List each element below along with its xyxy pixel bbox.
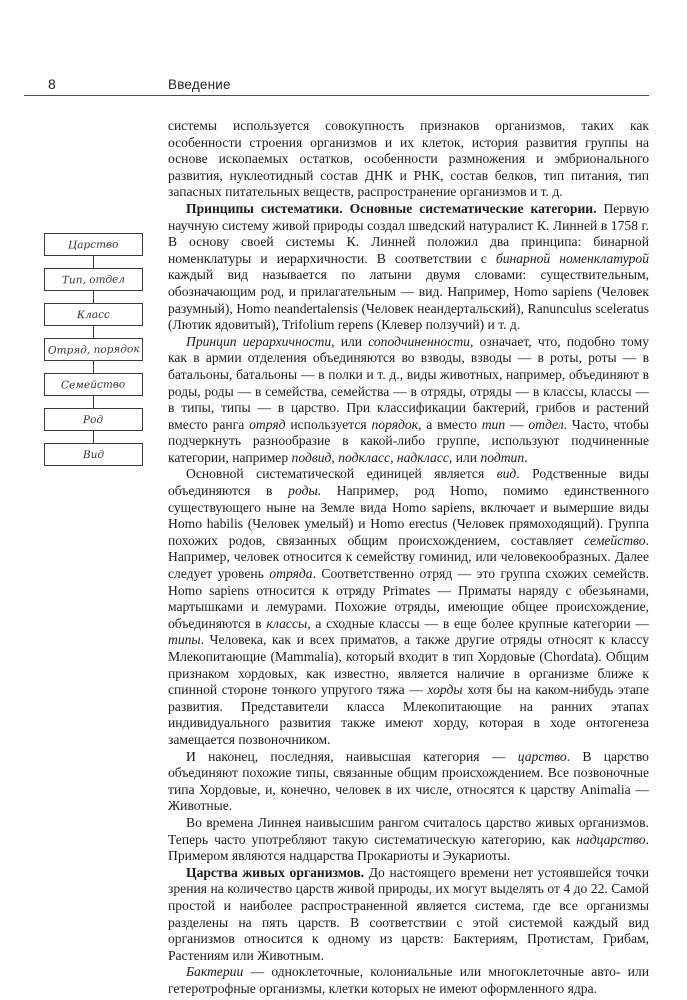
- taxon-rank-box: [44, 373, 143, 396]
- italic-run: отряда: [269, 566, 313, 582]
- italic-run: вид: [496, 466, 517, 482]
- text-run: используется: [285, 416, 372, 432]
- italic-run: подвид, подкласс, надкласс,: [291, 449, 453, 465]
- paragraph: [168, 815, 649, 865]
- italic-run: бинарной номенклатурой: [495, 250, 649, 266]
- text-run: . Например, человек относится к семейству гоминид, или человекообразных. Далее следует уровень: [168, 532, 649, 582]
- italic-run: отдел: [528, 416, 564, 432]
- bold-run: Царства живых организмов.: [186, 864, 369, 880]
- connector-line: [93, 361, 94, 373]
- taxon-rank-box: [44, 303, 143, 326]
- text-run: . Человека, как и всех приматов, а также другие отряды относят к классу Млекопитающие (Mammalia), который входит в тип Хордовые (Chordata). Общим признаком хордовых, как известно, является наличие в организме ближе к спинной стороне тонкого упругого тяжа —: [168, 632, 649, 698]
- text-run: , или: [331, 333, 369, 349]
- italic-run: Принцип иерархичности: [186, 333, 332, 349]
- header-rule: [24, 95, 649, 96]
- text-run: — одноклеточные, колониальные или многоклеточные авто- или гетеротрофные организмы, клетки которых не имеют оформленного ядра.: [168, 964, 649, 996]
- taxon-rank-box: [44, 233, 143, 256]
- italic-run: типы: [168, 632, 201, 648]
- text-run: Во времена Линнея наивысшим рангом считалось царство живых организмов. Теперь часто употребляют такую систематическую категорию, как: [168, 814, 649, 847]
- taxon-rank-label: Класс: [76, 308, 111, 321]
- connector-line: [93, 431, 94, 443]
- text-run: . Родственные виды объединяются в: [168, 466, 649, 499]
- connector-line: [93, 396, 94, 408]
- text-run: системы используется совокупность признаков организмов, таких как особенности строения организмов и их клеток, история развития группы на основе ископаемых остатков, особенности размножения и эмбрионального развития, нуклеотидный состав ДНК и РНК, состав белков, тип питания, тип запасных питательных веществ, распространение организмов и т. д.: [168, 118, 649, 200]
- page-number: 8: [48, 76, 56, 92]
- taxon-rank-label: Тип, отдел: [61, 272, 126, 287]
- taxon-rank-label: Отряд, порядок: [47, 342, 140, 357]
- text-run: каждый вид называется по латыни двумя словами: существительным, обозначающим род, и прилагательным — вид. Например, Homo sapiens (Человек разумный), Homo neandertalensis (Человек неандертальский), Ranunculus sceleratus (Лютик ядовитый), Trifolium repens (Клевер ползучий) и т. д.: [168, 267, 649, 333]
- connector-line: [93, 326, 94, 338]
- text-run: . Часто, чтобы подчеркнуть разнообразие в какой-либо группе, используют подчиненные категории, например: [168, 416, 649, 465]
- running-head-title: Введение: [168, 77, 231, 92]
- text-run: До настоящего времени нет устоявшейся точки зрения на количество царств живой природы, их могут выделять от 4 до 22. Самой простой и наиболее распространенной является система, где все организмы разделены на пять царств. В соответствии с этой системой каждый вид организмов относится к одному из царств: Бактериям, Протистам, Грибам, Растениям или Животным.: [168, 864, 649, 963]
- italic-run: порядок: [371, 416, 419, 432]
- italic-run: тип: [481, 416, 506, 432]
- connector-line: [93, 291, 94, 303]
- italic-run: Бактерии: [186, 964, 244, 980]
- text-run: или: [452, 449, 481, 465]
- text-run: —: [505, 416, 529, 432]
- paragraph: [168, 201, 649, 334]
- text-run: . В царство объединяют похожие типы, связанные общим происхождением. Все позвоночные типа Хордовые, и, конечно, человек в их числе, относятся к царству Animalia — Животные.: [168, 748, 649, 814]
- text-run: И наконец, последняя, наивысшая категория —: [186, 748, 518, 764]
- paragraph: [168, 964, 649, 997]
- italic-run: роды: [288, 483, 318, 499]
- body-text-column: [168, 118, 649, 997]
- bold-run: Принципы систематики. Основные систематические категории.: [186, 200, 604, 216]
- text-run: . Соответственно отряд — это группа схожих семейств. Homo sapiens относится к отряду Primates — Приматы наряду с обезьянами, мартышками и лемурами. Похожие отряды, имеющие общее происхождение, объединяются в: [168, 566, 650, 631]
- italic-run: семейство: [584, 532, 646, 548]
- paragraph: [168, 749, 649, 815]
- text-run: хотя бы на каком-нибудь этапе развития. Представители класса Млекопитающие на ранних этапах индивидуального развития также имеют хорду, которая в ходе онтогенеза замещается позвоночником.: [168, 682, 649, 747]
- taxon-rank-box: [44, 443, 143, 466]
- text-run: . Примером являются надцарства Прокариоты и Эукариоты.: [168, 831, 649, 864]
- italic-run: хорды: [427, 682, 463, 698]
- italic-run: надцарство: [576, 831, 646, 847]
- text-run: , а вместо: [418, 416, 482, 432]
- paragraph: [168, 118, 649, 201]
- connector-line: [93, 256, 94, 268]
- taxonomy-flowchart: [44, 233, 143, 466]
- taxon-rank-box: [44, 268, 143, 291]
- text-run: . Например, род Homo, помимо единственного существующего ныне на Земле вида Homo sapiens, включает и вымершие виды Homo habilis (Человек умелый) и Homo erectus (Человек прямоходящий). Группа похожих родов, связанных общим происхождением, составляет: [168, 483, 649, 548]
- paragraph: [168, 334, 649, 467]
- text-run: , означает, что, подобно тому как в армии отделения объединяются во взводы, взводы — в роты, роты — в батальоны, батальоны — в полки и т. д., виды животных, например, объединяют в роды, роды — в семейства, семейства — в отряды, отряды — в классы, классы — в типы, типы — в царство. При классификации бактерий, грибов и растений вместо ранга: [168, 333, 649, 432]
- italic-run: отряд: [249, 416, 286, 432]
- taxon-rank-label: Вид: [82, 448, 105, 461]
- text-run: .: [524, 449, 528, 465]
- paragraph: [168, 865, 649, 965]
- taxon-rank-label: Род: [83, 413, 104, 426]
- italic-run: подтип: [480, 449, 525, 465]
- italic-run: царство: [517, 748, 567, 764]
- text-run: Основной систематической единицей является: [186, 466, 497, 482]
- italic-run: классы: [266, 615, 308, 631]
- taxon-rank-label: Семейство: [61, 377, 126, 392]
- taxon-rank-label: Царство: [68, 238, 119, 251]
- italic-run: соподчиненности: [368, 333, 470, 349]
- paragraph: [168, 466, 649, 748]
- taxon-rank-box: [44, 338, 143, 361]
- text-run: Первую научную систему живой природы создал шведский натуралист К. Линней в 1758 г. В основу своей системы К. Линней положил два принципа: бинарной номенклатуры и иерархичности. В соответствии с: [168, 200, 649, 266]
- taxon-rank-box: [44, 408, 143, 431]
- text-run: , а сходные классы — в еще более крупные категории —: [307, 615, 649, 631]
